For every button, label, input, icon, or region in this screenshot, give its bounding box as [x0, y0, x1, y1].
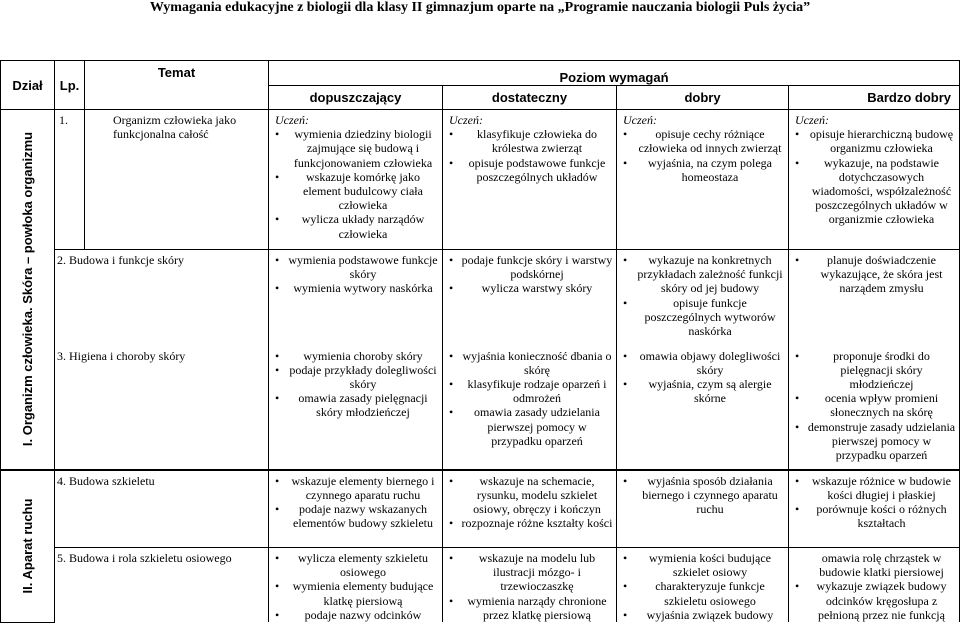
row-lp: 1. [55, 110, 85, 250]
list-item: • rozpoznaje różne kształty kości [449, 516, 613, 530]
header-level-4: Bardzo dobry [789, 86, 960, 110]
list-item: • porównuje kości o różnych kształtach [795, 502, 956, 530]
list-item: • opisuje hierarchiczną budowę organizmu człowieka [795, 127, 956, 155]
requirements-cell [269, 470, 443, 548]
list-item: • klasyfikuje rodzaje oparzeń i odmrożeń [449, 377, 613, 405]
list-item: • wymienia elementy budujące klatkę piersiową [275, 579, 439, 607]
table-row [1, 548, 960, 623]
requirements-cell [617, 470, 789, 548]
list-item: • omawia zasady udzielania pierwszej pomocy w przypadku oparzeń [449, 405, 613, 448]
header-level-3: dobry [617, 86, 789, 110]
list-item: • wymienia kości budujące szkielet osiowy [623, 551, 785, 579]
table-row [1, 110, 960, 250]
requirements-cell [443, 250, 617, 346]
requirements-cell [789, 250, 960, 346]
row-topic: 3. Higiena i choroby skóry [55, 346, 269, 470]
list-item: • proponuje środki do pielęgnacji skóry młodzieńczej [795, 349, 956, 392]
table-row [1, 250, 960, 346]
row-topic: 2. Budowa i funkcje skóry [55, 250, 269, 346]
header-temat: Temat [85, 61, 269, 110]
list-item: • wymienia dziedziny biologii zajmujące się budową i funkcjonowaniem człowieka [275, 127, 439, 170]
row-topic: 4. Budowa szkieletu [55, 470, 269, 548]
list-item: • omawia zasady pielęgnacji skóry młodzieńczej [275, 391, 439, 419]
row-topic: Organizm człowieka jako funkcjonalna całość [85, 110, 269, 250]
list-item: • ocenia wpływ promieni słonecznych na skórę [795, 391, 956, 419]
requirements-cell: Uczeń: • opisuje hierarchiczną budowę organizmu człowieka • wykazuje, na podstawie dotychczasowych wiadomości, współzależność poszczególnych układów w organizmie człowieka [789, 110, 960, 250]
section-name: II. Aparat ruchu [1, 470, 55, 623]
table-row [1, 470, 960, 548]
requirements-cell [443, 346, 617, 470]
list-item: • wyjaśnia, na czym polega homeostaza [623, 156, 785, 184]
header-level-2: dostateczny [443, 86, 617, 110]
header-lp: Lp. [55, 61, 85, 110]
requirements-table [0, 60, 960, 623]
list-item: • wymienia narządy chronione przez klatkę piersiową [449, 594, 613, 622]
requirements-cell [617, 346, 789, 470]
list-item: • opisuje cechy różniące człowieka od innych zwierząt [623, 127, 785, 155]
list-item: • wykazuje, na podstawie dotychczasowych wiadomości, współzależność poszczególnych układów w organizmie człowieka [795, 156, 956, 227]
requirements-cell: Uczeń: • klasyfikuje człowieka do królestwa zwierząt • opisuje podstawowe funkcje poszczególnych układów [443, 110, 617, 250]
list-item: • podaje funkcje skóry i warstwy podskórnej [449, 253, 613, 281]
list-item: • podaje przykłady dolegliwości skóry [275, 363, 439, 391]
list-item: • wylicza warstwy skóry [449, 281, 613, 295]
list-item: • opisuje funkcje poszczególnych wytworów naskórka [623, 296, 785, 339]
page-title: Wymagania edukacyjne z biologii dla klasy II gimnazjum oparte na „Programie nauczania biologii Puls życia” [149, 0, 811, 15]
list-item: • wylicza elementy szkieletu osiowego [275, 551, 439, 579]
list-item: • wskazuje komórkę jako element budulcowy ciała człowieka [275, 170, 439, 213]
header-dzial: Dział [1, 61, 55, 110]
table-row [1, 346, 960, 470]
requirements-cell: Uczeń: • opisuje cechy różniące człowieka od innych zwierząt • wyjaśnia, na czym polega homeostaza [617, 110, 789, 250]
list-item: • klasyfikuje człowieka do królestwa zwierząt [449, 127, 613, 155]
requirements-cell [269, 346, 443, 470]
list-item: • wymienia choroby skóry [275, 349, 439, 363]
requirements-cell [443, 548, 617, 623]
list-item: • wyjaśnia sposób działania biernego i czynnego aparatu ruchu [623, 474, 785, 517]
row-topic: 5. Budowa i rola szkieletu osiowego [55, 548, 269, 623]
header-poziom: Poziom wymagań [269, 61, 960, 86]
section-name: I. Organizm człowieka. Skóra – powłoka organizmu [1, 110, 55, 470]
requirements-cell [617, 250, 789, 346]
list-item: • wykazuje na konkretnych przykładach zależność funkcji skóry od jej budowy [623, 253, 785, 296]
list-item: • wskazuje na schemacie, rysunku, modelu szkielet osiowy, obręczy i kończyn [449, 474, 613, 517]
list-item: • podaje nazwy odcinków [275, 608, 439, 622]
list-item: • wyjaśnia związek budowy [623, 608, 785, 622]
list-item: • wylicza układy narządów człowieka [275, 212, 439, 240]
header-level-1: dopuszczający [269, 86, 443, 110]
list-item: • opisuje podstawowe funkcje poszczególnych układów [449, 156, 613, 184]
list-item: • wymienia podstawowe funkcje skóry [275, 253, 439, 281]
list-item: • omawia objawy dolegliwości skóry [623, 349, 785, 377]
requirements-cell [269, 548, 443, 623]
requirements-cell [269, 250, 443, 346]
requirements-cell: Uczeń: • wymienia dziedziny biologii zajmujące się budową i funkcjonowaniem człowieka • wskazuje komórkę jako element budulcowy ciała człowieka • wylicza układy narządów człowieka [269, 110, 443, 250]
list-item: • podaje nazwy wskazanych elementów budowy szkieletu [275, 502, 439, 530]
list-item: • demonstruje zasady udzielania pierwszej pomocy w przypadku oparzeń [795, 420, 956, 463]
list-item: • planuje doświadczenie wykazujące, że skóra jest narządem zmysłu [795, 253, 956, 296]
list-item: • wymienia wytwory naskórka [275, 281, 439, 295]
list-item: • wskazuje na modelu lub ilustracji mózgo- i trzewioczaszkę [449, 551, 613, 594]
list-item: omawia rolę chrząstek w budowie klatki piersiowej [819, 551, 944, 580]
requirements-cell [789, 346, 960, 470]
list-item: • wskazuje różnice w budowie kości długiej i płaskiej [795, 474, 956, 502]
list-item: • wskazuje elementy biernego i czynnego aparatu ruchu [275, 474, 439, 502]
requirements-cell [617, 548, 789, 623]
requirements-cell [443, 470, 617, 548]
list-item: • wykazuje związek budowy odcinków kręgosłupa z pełnioną przez nie funkcją [795, 579, 956, 622]
requirements-cell [789, 548, 960, 623]
list-item: • charakteryzuje funkcje szkieletu osiowego [623, 579, 785, 607]
requirements-cell [789, 470, 960, 548]
list-item: • wyjaśnia, czym są alergie skórne [623, 377, 785, 405]
list-item: • wyjaśnia konieczność dbania o skórę [449, 349, 613, 377]
